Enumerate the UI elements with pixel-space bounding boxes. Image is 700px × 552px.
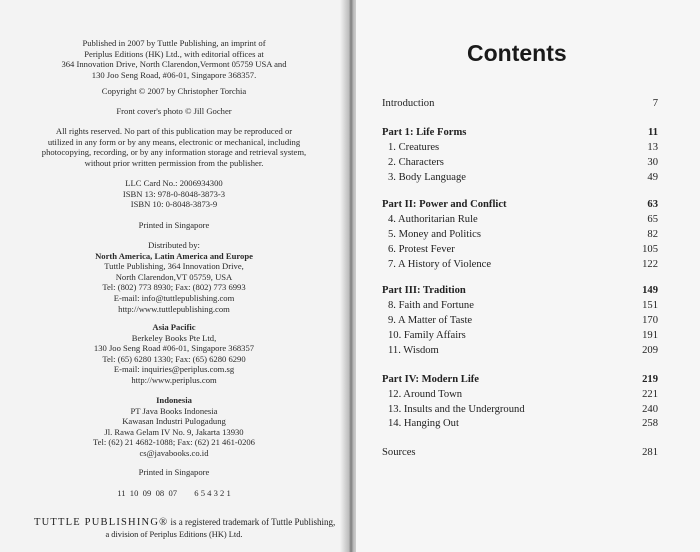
rights-line: All rights reserved. No part of this publication may be reproduced or	[55, 126, 293, 136]
publisher-block	[0, 38, 348, 80]
region-line: cs@javabooks.co.id	[139, 447, 209, 458]
region-line: 130 Joo Seng Road #06-01, Singapore 368357	[93, 343, 255, 354]
toc-entry-title: 3. Body Language	[388, 172, 466, 183]
toc-entry-title: 8. Faith and Fortune	[388, 300, 474, 311]
toc-chapter	[382, 244, 658, 257]
region-heading: North America, Latin America and Europe	[95, 250, 253, 261]
publisher-line: 364 Innovation Drive, North Clarendon,Vermont 05759 USA and	[61, 59, 287, 70]
toc-entry-page: 170	[642, 315, 658, 326]
toc-chapter	[382, 214, 658, 227]
distributed-by-label: Distributed by:	[148, 240, 200, 250]
contents-page	[356, 0, 700, 552]
toc-entry-title: Introduction	[382, 98, 435, 109]
rights-line: utilized in any form or by any means, electronic or mechanical, including	[47, 136, 301, 147]
region-line: E-mail: info@tuttlepublishing.com	[113, 292, 235, 303]
toc-entry-title: 2. Characters	[388, 157, 444, 168]
publisher-line: Periplus Editions (HK) Ltd., with editorial offices at	[84, 48, 264, 59]
rights-line: photocopying, recording, or by any information storage and retrieval system,	[41, 147, 307, 158]
catalog-line: ISBN 10: 0-8048-3873-9	[130, 199, 218, 210]
region-line: Tel: (65) 6280 1330; Fax: (65) 6280 6290	[102, 353, 246, 364]
region-line: http://www.tuttlepublishing.com	[118, 303, 230, 314]
toc-entry-title: Part II: Power and Conflict	[382, 199, 507, 210]
toc-entry-title: Sources	[382, 447, 416, 458]
toc-entry-page: 191	[642, 330, 658, 341]
toc-entry-title: Part IV: Modern Life	[382, 374, 479, 385]
printed-in-line: Printed in Singapore	[138, 220, 210, 230]
catalog-block	[0, 178, 348, 210]
toc-entry-page: 149	[642, 285, 658, 296]
toc-entry-title: 12. Around Town	[388, 389, 463, 400]
toc-part-heading	[382, 199, 658, 212]
toc-chapter	[382, 389, 658, 402]
trademark-text: is a registered trademark of Tuttle Publishing,	[168, 517, 336, 527]
toc-entry-title: 5. Money and Politics	[388, 229, 481, 240]
toc-entry-page: 65	[647, 214, 658, 225]
region-line: Tuttle Publishing, 364 Innovation Drive,	[104, 261, 244, 272]
trademark-brand: TUTTLE PUBLISHING®	[34, 517, 169, 528]
toc-part-heading	[382, 374, 658, 387]
toc-entry-title: 7. A History of Violence	[388, 259, 492, 270]
toc-chapter	[382, 157, 658, 170]
toc-entry-page: 281	[642, 447, 658, 458]
toc-entry-page: 63	[647, 199, 658, 210]
toc-entry-title: 9. A Matter of Taste	[388, 315, 473, 326]
toc-entry-page: 49	[647, 172, 658, 183]
region-line: Berkeley Books Pte Ltd,	[131, 332, 217, 343]
rights-line: without prior written permission from the publisher.	[84, 157, 264, 168]
toc-entry-title: 11. Wisdom	[388, 345, 439, 356]
toc-chapter	[382, 172, 658, 185]
toc-entry-title: 14. Hanging Out	[388, 418, 459, 429]
region-line: Kawasan Industri Pulogadung	[122, 416, 226, 427]
toc-entry-title: Part 1: Life Forms	[382, 127, 467, 138]
region-heading: Asia Pacific	[152, 322, 196, 332]
region-line: PT Java Books Indonesia	[130, 405, 218, 416]
toc-chapter	[382, 330, 658, 343]
toc-entry-title: 4. Authoritarian Rule	[388, 214, 478, 225]
catalog-line: LLC Card No.: 2006934300	[125, 178, 223, 188]
print-number-line: 11 10 09 08 07 6 5 4 3 2 1	[117, 488, 231, 498]
indonesia-block	[0, 395, 348, 459]
toc-entry-title: 10. Family Affairs	[388, 330, 466, 341]
toc-entry-back	[382, 447, 658, 460]
rights-block	[0, 126, 348, 168]
toc-chapter	[382, 418, 658, 431]
publisher-line: Published in 2007 by Tuttle Publishing, an imprint of	[82, 38, 266, 48]
toc-entry-page: 30	[647, 157, 658, 168]
cover-photo-credit: Front cover's photo © Jill Gocher	[116, 106, 232, 116]
toc-entry-title: Part III: Tradition	[382, 285, 466, 296]
toc-entry-page: 258	[642, 418, 658, 429]
publisher-line: 130 Joo Seng Road, #06-01, Singapore 368357.	[91, 69, 257, 80]
region-line: Tel: (62) 21 4682-1088; Fax: (62) 21 461-0206	[93, 437, 255, 448]
toc-entry-title: 13. Insults and the Underground	[388, 404, 525, 415]
catalog-line: ISBN 13: 978-0-8048-3873-3	[122, 188, 226, 199]
region-line: Jl. Rawa Gelam IV No. 9, Jakarta 13930	[104, 426, 244, 437]
distribution-block	[0, 240, 348, 314]
toc-entry-page: 219	[642, 374, 658, 385]
toc-entry-page: 105	[642, 244, 658, 255]
region-line: Tel: (802) 773 8930; Fax: (802) 773 6993	[102, 282, 246, 293]
toc-chapter	[382, 300, 658, 313]
toc-chapter	[382, 229, 658, 242]
contents-title: Contents	[467, 40, 567, 66]
toc-entry-title: 1. Creatures	[388, 142, 440, 153]
region-line: E-mail: inquiries@periplus.com.sg	[113, 364, 235, 375]
toc-chapter	[382, 315, 658, 328]
toc-entry-page: 221	[642, 389, 658, 400]
toc-chapter	[382, 345, 658, 358]
toc-chapter	[382, 259, 658, 272]
copyright-page	[0, 0, 348, 552]
region-line: http://www.periplus.com	[131, 374, 217, 385]
trademark-line	[34, 517, 335, 528]
toc-chapter	[382, 404, 658, 417]
printed-in-line: Printed in Singapore	[138, 467, 210, 477]
toc-entry-page: 7	[652, 98, 658, 109]
toc-entry-page: 82	[647, 229, 658, 240]
toc-entry-page: 209	[642, 345, 658, 356]
asia-pacific-block	[0, 322, 348, 386]
trademark-division-line: a division of Periplus Editions (HK) Ltd.	[105, 530, 243, 539]
toc-entry-front	[382, 98, 658, 111]
region-heading: Indonesia	[156, 395, 192, 405]
toc-entry-page: 11	[647, 127, 658, 138]
copyright-line: Copyright © 2007 by Christopher Torchia	[101, 86, 247, 96]
toc-entry-page: 13	[647, 142, 658, 153]
toc-entry-page: 122	[642, 259, 658, 270]
toc-entry-title: 6. Protest Fever	[388, 244, 455, 255]
toc-entry-page: 240	[642, 404, 658, 415]
toc-entry-page: 151	[642, 300, 658, 311]
toc-part-heading	[382, 285, 658, 298]
region-line: North Clarendon,VT 05759, USA	[115, 271, 233, 282]
toc-chapter	[382, 142, 658, 155]
toc-part-heading	[382, 127, 658, 140]
